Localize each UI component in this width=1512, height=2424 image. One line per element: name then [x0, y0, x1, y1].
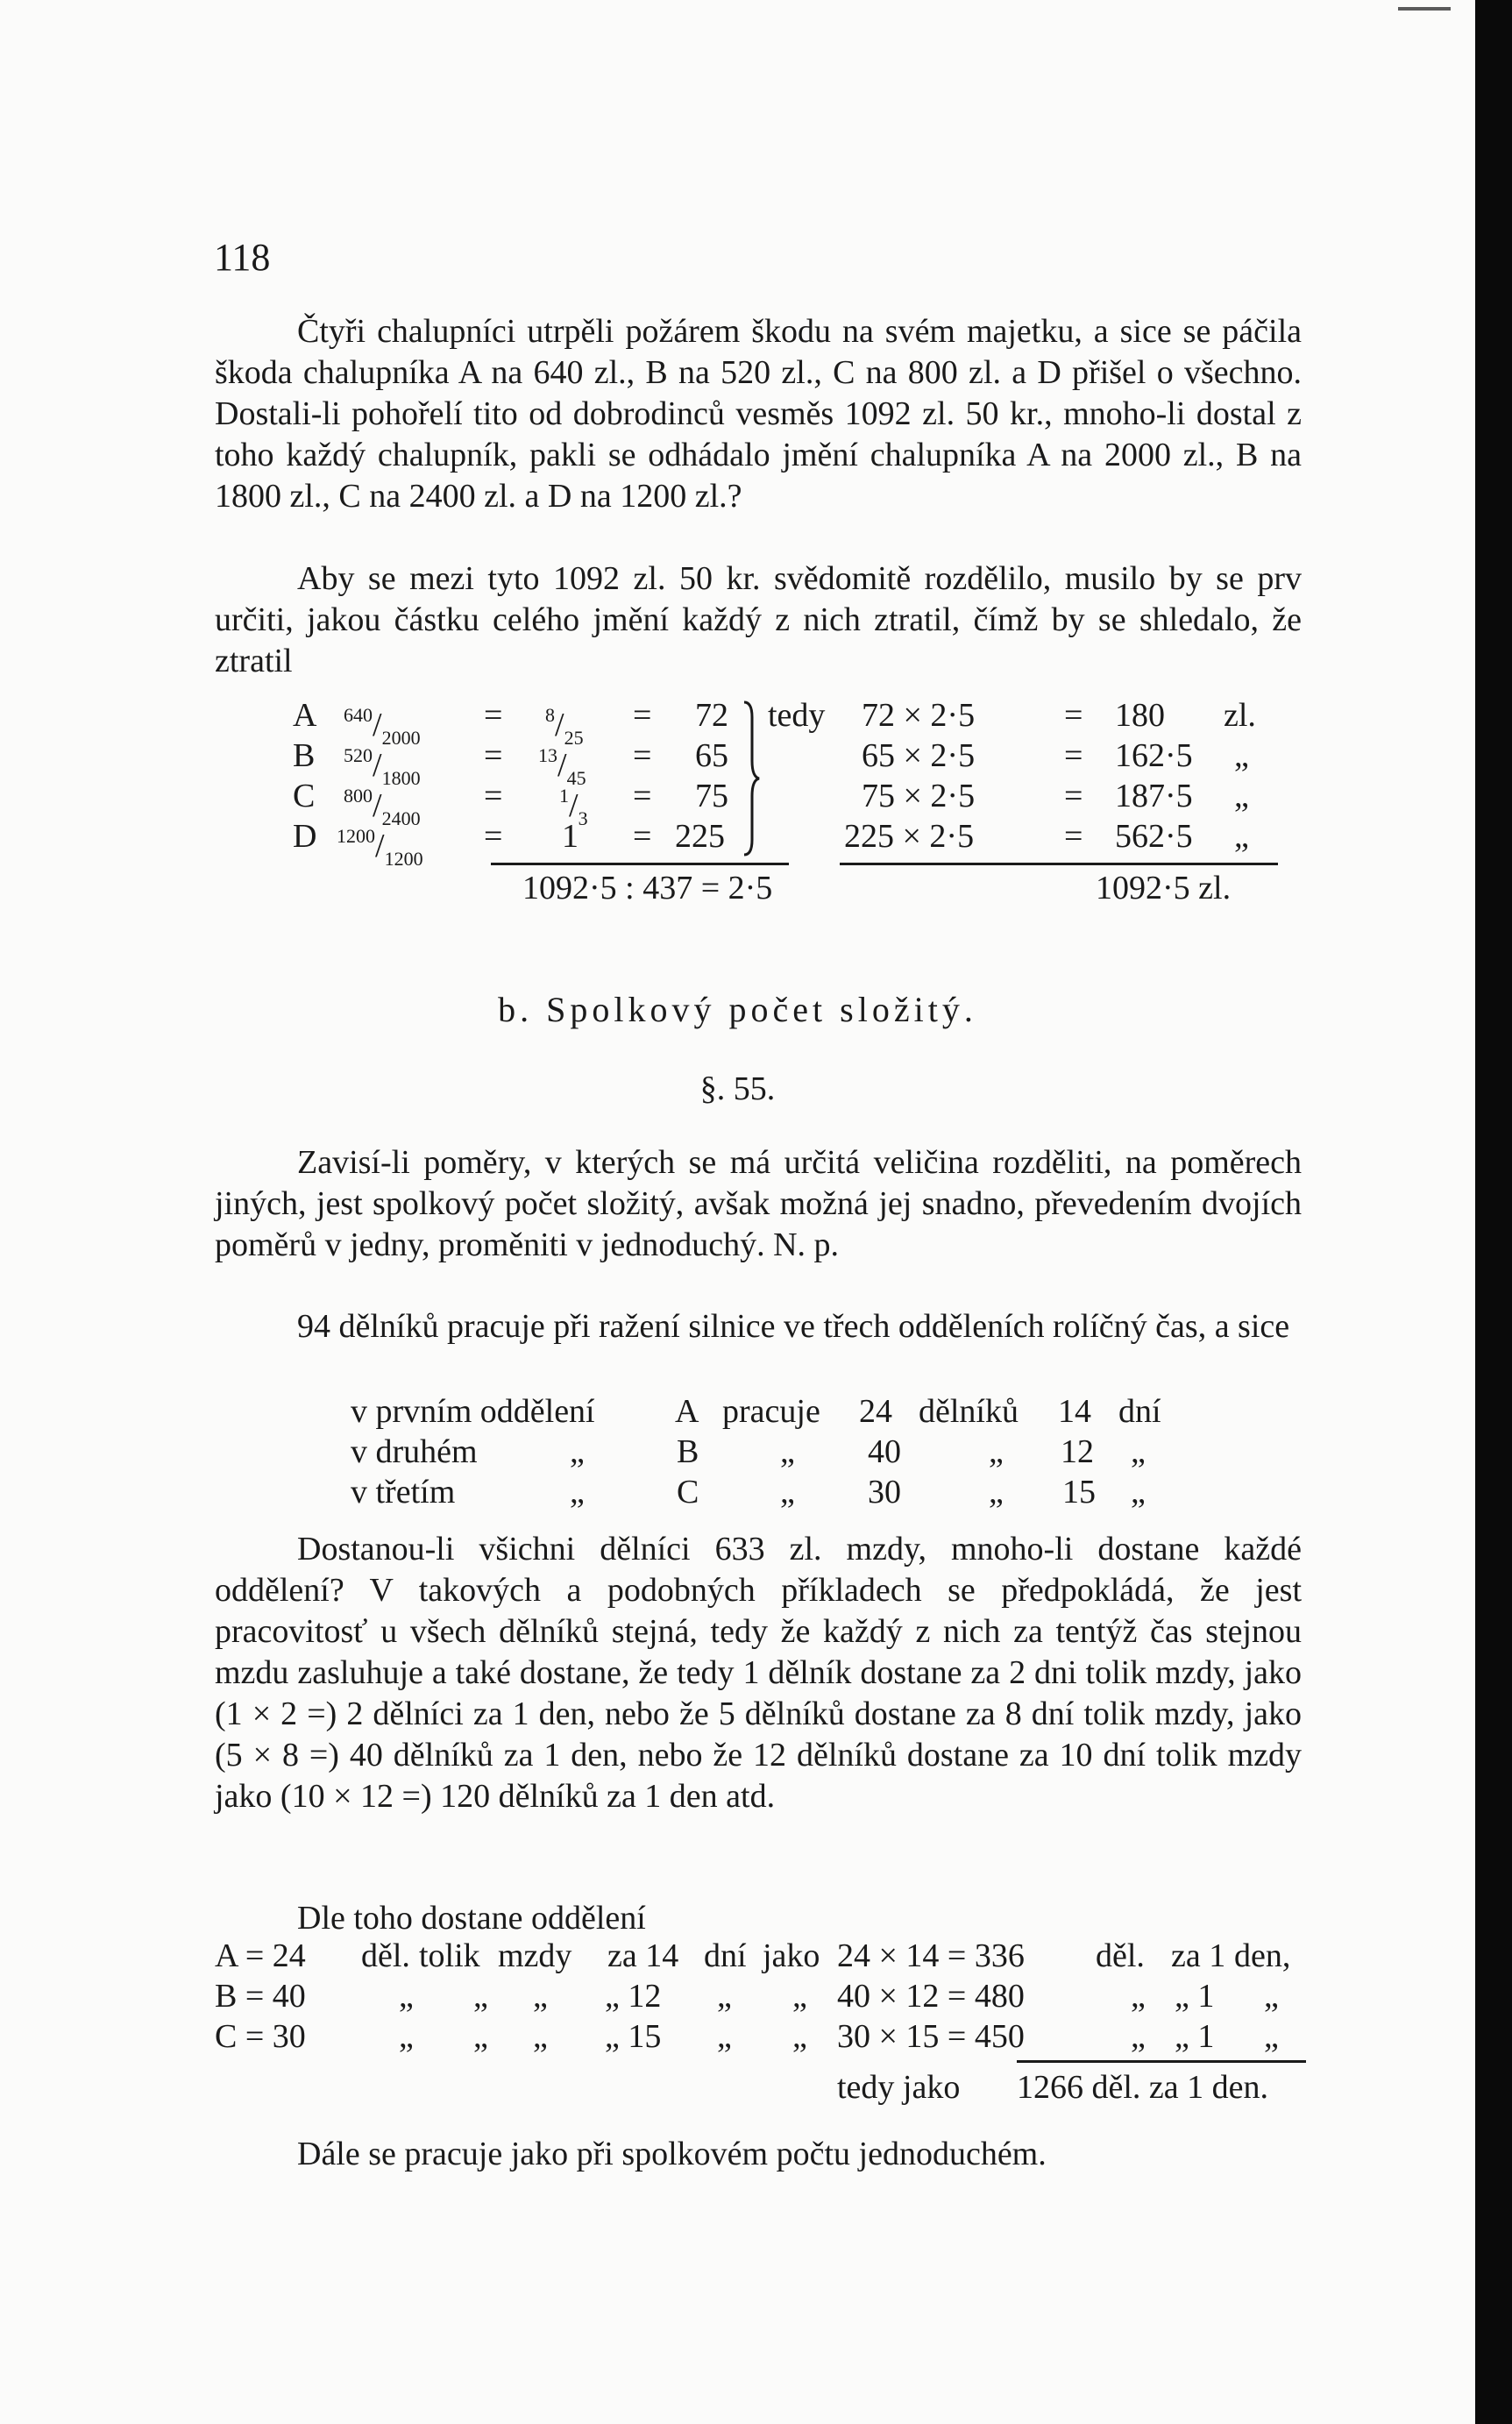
section-heading: b. Spolkový počet složitý. — [498, 990, 977, 1029]
calc-unit: „ — [1234, 737, 1249, 774]
equals-sign: = — [633, 697, 652, 734]
calc-result: 562·5 — [1115, 818, 1193, 855]
calc-reduced: 1 — [562, 818, 579, 855]
equals-sign: = — [484, 697, 503, 734]
definition-paragraph: Zavisí-li poměry, v kterých se má určitá veličina rozděliti, na poměrech jiných, jest spolkový počet složitý, avšak možná jej snadno, převedením dvojích poměrů v jedny, proměniti v jednoduchý. N. p. — [215, 1144, 1302, 1263]
calc-lead: tedy — [768, 697, 826, 734]
problem-paragraph: Čtyři chalupníci utrpěli požárem škodu na svém majetku, a sice se páčila škoda chalupníka A na 640 zl., B na 520 zl., C na 800 zl. a D přišel o všechno. Dostali-li pohořelí tito od dobrodinců vesměs 1092 zl. 50 kr., mnoho-li dostal z toho každý chalupník, pakli se odhádalo jmění chalupníka A na 2000 zl., B na 1800 zl., C na 2400 zl. a D na 1200 zl.? — [215, 313, 1302, 515]
distribution-sum-rule — [1017, 2060, 1306, 2063]
calc-fraction: $^{1200}/_{1200}$ — [337, 825, 423, 870]
calc-letter: A — [293, 697, 317, 734]
calc-multiplication: 72 × 2·5 — [862, 697, 976, 734]
equals-sign: = — [484, 778, 503, 814]
calc-unit: zl. — [1224, 697, 1256, 734]
distribution-intro: Dle toho dostane oddělení — [297, 1900, 646, 1937]
distribution-total: 1266 děl. za 1 den. — [1017, 2069, 1269, 2106]
equals-sign: = — [633, 737, 652, 774]
book-page: 118 Čtyři chalupníci utrpěli požárem škodu na svém majetku, a sice se páčila škoda chalupníka A na 640 zl., B na 520 zl., C na 800 zl. a D přišel o všechno. Dostali-li pohořelí tito od dobrodinců vesměs 1092 zl. 50 kr., mnoho-li dostal z toho každý chalupník, pakli se odhádalo jmění chalupníka A na 2000 zl., B na 1800 zl., C na 2400 zl. a D na 1200 zl.? Aby se mezi tyto 1092 zl. 50 kr. svědomitě rozdělilo, musilo by se prv určiti, jakou částku celého jmění každý z nich ztratil, čímž by se shledalo, že ztratil A $^{640}/_{2000}$ = $^8/_{25}$ = 72 tedy 72 × 2·5 = 180 zl. B $^{520}/_{1800}$ = $^{13}/_{45}$ = 65 65 × 2·5 = 162·5 „ C $^{800}/_{2400}$ = $^1/_3$ = 75 75 × 2·5 = 187·5 „ D $^{1200}/_{1200}$ = 1 = 225 225 × 2·5 = 562·5 „ 1092·5 : 437 = 2·5 1092·5 zl. b. Spolkový počet složitý. §. 55. Zavisí-li poměry, v kterých se má určitá veličina rozděliti, na poměrech jiných, jest spolkový počet složitý, avšak možná jej snadno, převedením dvojích poměrů v jedny, proměniti v jednoduchý. N. p. 94 dělníků pracuje při ražení silnice ve třech odděleních rolíčný čas, a sice v prvním oddělení A pracuje 24 dělníků 14 dní v druhém „ B „ 40 „ 12 „ v třetím „ C „ 30 „ 15 „ Dostanou-li všichni dělníci 633 zl. mzdy, mnoho-li dostane každé oddělení? V takových a podobných příkladech se předpokládá, že jest pracovitosť u všech dělníků stejná, tedy že každý z nich za tentýž čas stejnou mzdu zasluhuje a také dostane, že tedy 1 dělník dostane za 2 dni tolik mzdy, jako (1 × 2 =) 2 dělníci za 1 den, nebo že 5 dělníků dostane za 8 dní tolik mzdy, jako (5 × 8 =) 40 dělníků za 1 den, nebo že 12 dělníků dostane za 10 dní tolik mzdy jako (10 × 12 =) 120 dělníků za 1 den atd. Dle toho dostane oddělení A = 24 děl. tolik mzdy za 14 dní jako 24 × 14 = 336 děl. za 1 den, B = 40 „ „ „ „ 12 „ „ 40 × 12 = 480 „ „ 1 „ C = 30 „ „ „ „ 15 „ „ 30 × 15 = 450 „ „ 1 „ tedy jako 1266 děl. za 1 den. Dále se pracuje jako při spolkovém počtu jednoduchém. — [0, 0, 1475, 2424]
equals-sign: = — [484, 737, 503, 774]
calc-letter: D — [293, 818, 317, 855]
page-number: 118 — [214, 236, 271, 279]
closing-paragraph: Dále se pracuje jako při spolkovém počtu jednoduchém. — [297, 2136, 1047, 2172]
calc-reduced: $^{13}/_{45}$ — [538, 744, 586, 789]
equals-sign: = — [1064, 737, 1083, 774]
equals-sign: = — [484, 818, 503, 855]
calc-letter: C — [293, 778, 316, 814]
calc-multiplication: 225 × 2·5 — [844, 818, 975, 855]
curly-brace-icon — [742, 700, 761, 857]
calc-reduced: $^1/_3$ — [559, 785, 588, 829]
calc-fraction: $^{640}/_{2000}$ — [344, 704, 421, 749]
example-intro: 94 dělníků pracuje při ražení silnice ve třech odděleních rolíčný čas, a sice — [297, 1308, 1290, 1345]
calc-reduced: $^8/_{25}$ — [545, 704, 584, 749]
calc-result: 162·5 — [1115, 737, 1193, 774]
calc-fraction: $^{520}/_{1800}$ — [344, 744, 421, 789]
sum-rule-left — [491, 863, 789, 865]
calc-part: 225 — [675, 818, 725, 855]
sum-rule-right — [840, 863, 1278, 865]
calc-result: 187·5 — [1115, 778, 1193, 814]
calc-letter: B — [293, 737, 316, 774]
explanation-paragraph: Dostanou-li všichni dělníci 633 zl. mzdy, mnoho-li dostane každé oddělení? V takových a podobných příkladech se předpokládá, že jest pracovitosť u všech dělníků stejná, tedy že každý z nich za tentýž čas stejnou mzdu zasluhuje a také dostane, že tedy 1 dělník dostane za 2 dni tolik mzdy, jako (1 × 2 =) 2 dělníci za 1 den, nebo že 5 dělníků dostane za 8 dní tolik mzdy, jako (5 × 8 =) 40 dělníků za 1 den, nebo že 12 dělníků dostane za 10 dní tolik mzdy jako (10 × 12 =) 120 dělníků za 1 den atd. — [215, 1531, 1302, 1815]
calc-unit: „ — [1234, 818, 1249, 855]
calc-unit: „ — [1234, 778, 1249, 814]
scan-border — [1475, 0, 1512, 2424]
calc-total-left: 1092·5 : 437 = 2·5 — [522, 870, 773, 906]
calc-multiplication: 75 × 2·5 — [862, 778, 976, 814]
scan-artifact — [1398, 7, 1451, 11]
equals-sign: = — [1064, 818, 1083, 855]
calc-multiplication: 65 × 2·5 — [862, 737, 976, 774]
calc-part: 65 — [695, 737, 728, 774]
calc-result: 180 — [1115, 697, 1165, 734]
section-number: §. 55. — [699, 1070, 776, 1107]
calc-part: 72 — [695, 697, 728, 734]
calc-fraction: $^{800}/_{2400}$ — [344, 785, 421, 829]
distribution-total-lead: tedy jako — [837, 2069, 961, 2106]
equals-sign: = — [633, 778, 652, 814]
solution-intro: Aby se mezi tyto 1092 zl. 50 kr. svědomitě rozdělilo, musilo by se prv určiti, jakou částku celého jmění každý z nich ztratil, čímž by se shledalo, že ztratil — [215, 560, 1302, 679]
calc-total-right: 1092·5 zl. — [1096, 870, 1232, 906]
calc-part: 75 — [695, 778, 728, 814]
equals-sign: = — [633, 818, 652, 855]
equals-sign: = — [1064, 697, 1083, 734]
equals-sign: = — [1064, 778, 1083, 814]
